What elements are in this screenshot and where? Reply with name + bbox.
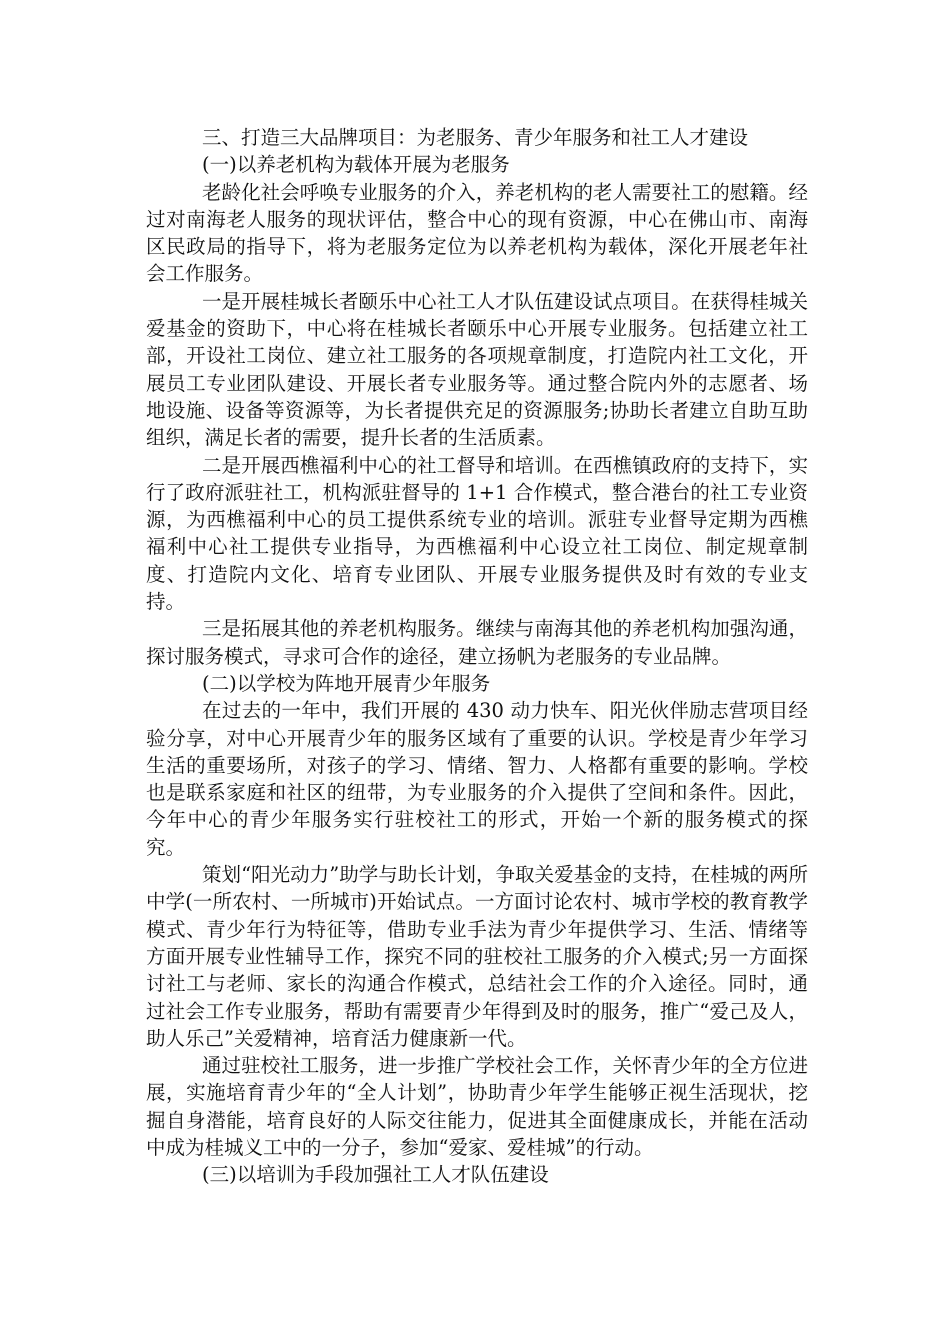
- document-page: [146, 124, 808, 1189]
- subheading-youth-service: (二)以学校为阵地开展青少年服务: [202, 671, 491, 695]
- paragraph-school-social-work: 通过驻校社工服务，进一步推广学校社会工作，关怀青少年的全方位进展，实施培育青少年的“全人计划”，协助青少年学生能够正视生活现状，挖掘自身潜能，培育良好的人际交往能力，促进其全面健康成长，并能在活动中成为桂城义工中的一分子，参加“爱家、爱桂城”的行动。: [146, 1054, 808, 1159]
- paragraph-past-year: 在过去的一年中，我们开展的 430 动力快车、阳光伙伴励志营项目经验分享，对中心开展青少年的服务区域有了重要的认识。学校是青少年学习生活的重要场所，对孩子的学习、情绪、智力、人格都有重要的影响。学校也是联系家庭和社区的纽带，为专业服务的介入提供了空间和条件。因此，今年中心的青少年服务实行驻校社工的形式，开始一个新的服务模式的探究。: [146, 699, 808, 859]
- paragraph-guicheng-pilot: 一是开展桂城长者颐乐中心社工人才队伍建设试点项目。在获得桂城关爱基金的资助下，中心将在桂城长者颐乐中心开展专业服务。包括建立社工部，开设社工岗位、建立社工服务的各项规章制度，打造院内社工文化，开展员工专业团队建设、开展长者专业服务等。通过整合院内外的志愿者、场地设施、设备等资源等，为长者提供充足的资源服务;协助长者建立自助互助组织，满足长者的需要，提升长者的生活质素。: [146, 289, 808, 450]
- paragraph-xiqiao-supervision: 二是开展西樵福利中心的社工督导和培训。在西樵镇政府的支持下，实行了政府派驻社工，机构派驻督导的 1+1 合作模式，整合港台的社工专业资源，为西樵福利中心的员工提供系统专业的培训。派驻专业督导定期为西樵福利中心社工提供专业指导，为西樵福利中心设立社工岗位、制定规章制度、打造院内文化、培育专业团队、开展专业服务提供及时有效的专业支持。: [146, 453, 808, 614]
- paragraph-sunshine-plan: 策划“阳光动力”助学与助长计划，争取关爱基金的支持，在桂城的两所中学(一所农村、一所城市)开始试点。一方面讨论农村、城市学校的教育教学模式、青少年行为特征等，借助专业手法为青少年提供学习、生活、情绪等方面开展专业性辅导工作，探究不同的驻校社工服务的介入模式;另一方面探讨社工与老师、家长的沟通合作模式，总结社会工作的介入途径。同时，通过社会工作专业服务，帮助有需要青少年得到及时的服务，推广“爱己及人，助人乐己”关爱精神，培育活力健康新一代。: [146, 863, 808, 1050]
- subheading-training: (三)以培训为手段加强社工人才队伍建设: [202, 1163, 549, 1187]
- subheading-elderly-service: (一)以养老机构为载体开展为老服务: [202, 153, 510, 177]
- section-heading-three-brands: 三、打造三大品牌项目：为老服务、青少年服务和社工人才建设: [202, 126, 749, 149]
- paragraph-aging-society: 老龄化社会呼唤专业服务的介入，养老机构的老人需要社工的慰籍。经过对南海老人服务的现状评估，整合中心的现有资源，中心在佛山市、南海区民政局的指导下，将为老服务定位为以养老机构为载体，深化开展老年社会工作服务。: [146, 180, 808, 286]
- paragraph-other-institutions: 三是拓展其他的养老机构服务。继续与南海其他的养老机构加强沟通，探讨服务模式，寻求可合作的途径，建立扬帆为老服务的专业品牌。: [146, 617, 808, 668]
